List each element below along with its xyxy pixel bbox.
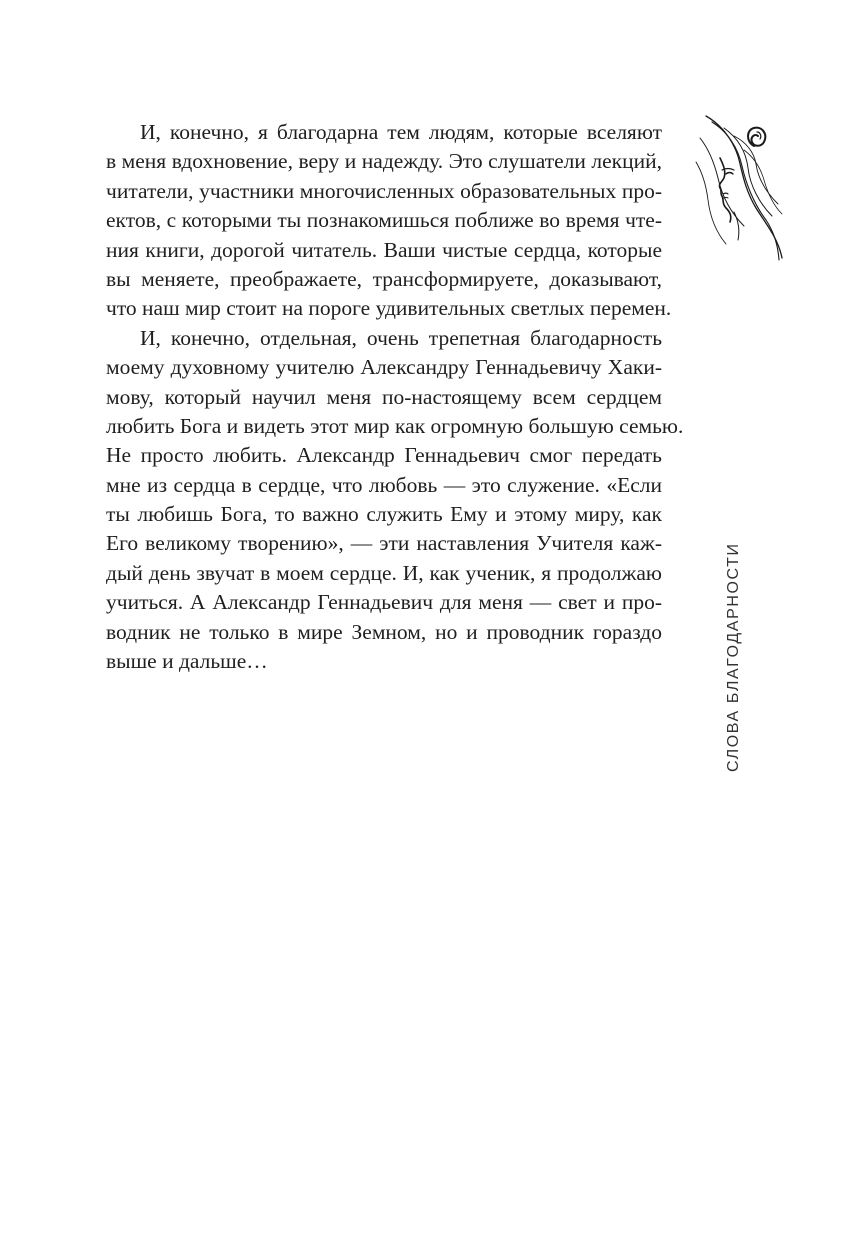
text-line: читатели, участники многочисленных образовательных про-: [106, 178, 662, 203]
text-line: что наш мир стоит на пороге удивительных светлых перемен.: [106, 296, 672, 321]
text-line: моему духовному учителю Александру Геннадьевичу Хаки-: [106, 355, 662, 380]
text-line: мне из сердца в сердце, что любовь — это служение. «Если: [106, 472, 662, 497]
chapter-side-title: СЛОВА БЛАГОДАРНОСТИ: [725, 542, 742, 772]
woman-profile-illustration-icon: [694, 108, 784, 268]
text-line: вы меняете, преображаете, трансформируете, доказывают,: [106, 266, 662, 291]
paragraph: [106, 118, 672, 324]
text-line: выше и дальше…: [106, 649, 268, 674]
text-line: любить Бога и видеть этот мир как огромную большую семью.: [106, 413, 684, 438]
text-line: ты любишь Бога, то важно служить Ему и этому миру, как: [106, 502, 662, 527]
text-line: водник не только в мире Земном, но и проводник гораздо: [106, 619, 662, 644]
paragraph: [106, 324, 684, 677]
text-line: Его великому творению», — эти наставления Учителя каж-: [106, 531, 662, 556]
text-line: дый день звучат в моем сердце. И, как ученик, я продолжаю: [106, 560, 662, 585]
text-line: ектов, с которыми ты познакомишься поближе во время чте-: [106, 208, 662, 233]
text-line: И, конечно, я благодарна тем людям, которые вселяют: [140, 120, 662, 144]
body-text: [106, 118, 684, 676]
text-line: в меня вдохновение, веру и надежду. Это слушатели лекций,: [106, 149, 662, 174]
text-line: Не просто любить. Александр Геннадьевич смог передать: [106, 443, 662, 468]
text-line: учиться. А Александр Геннадьевич для меня — свет и про-: [106, 590, 662, 615]
text-line: ния книги, дорогой читатель. Ваши чистые сердца, которые: [106, 237, 662, 262]
text-line: И, конечно, отдельная, очень трепетная благодарность: [140, 325, 662, 350]
text-line: мову, который научил меня по-настоящему всем сердцем: [106, 384, 662, 409]
